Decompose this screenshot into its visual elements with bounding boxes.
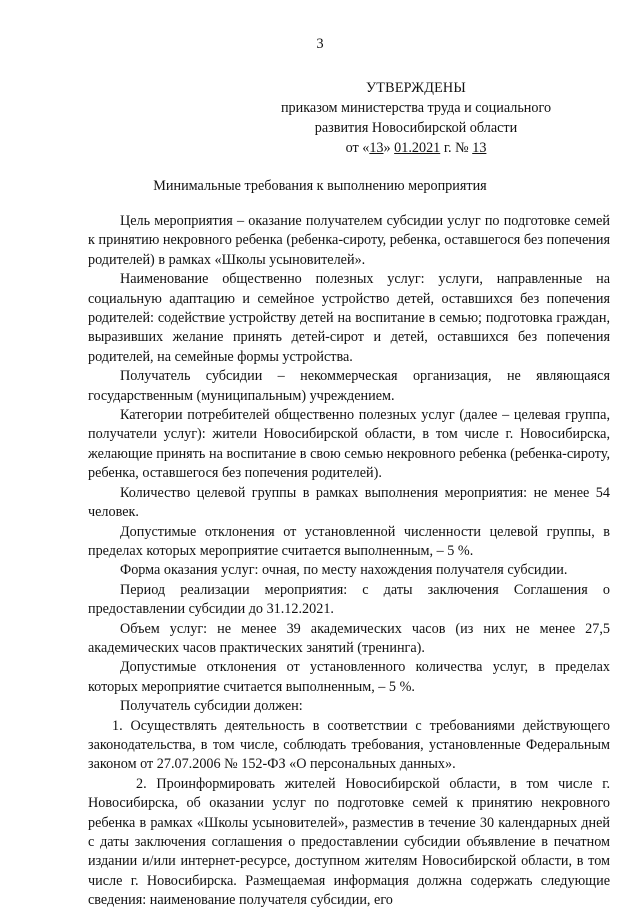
approval-month-year: 01.2021 bbox=[394, 140, 441, 156]
paragraph-target-group: Категории потребителей общественно полезных услуг (далее – целевая группа, получатели услуг): жители Новосибирской области, в том числе г. Новосибирска, желающие принять на воспитание в свою семью некровного ребенка (ребенка-сироту, ребенка, оставшегося без попечения родителей). bbox=[88, 407, 610, 482]
approval-title: УТВЕРЖДЕНЫ bbox=[366, 80, 466, 96]
paragraph-volume: Объем услуг: не менее 39 академических часов (из них не менее 27,5 академических часов практических занятий (тренинга). bbox=[88, 620, 610, 656]
approval-date-line bbox=[256, 138, 576, 158]
paragraph-group-deviation: Допустимые отклонения от установленной численности целевой группы, в пределах которых мероприятие считается выполненным, – 5 %. bbox=[88, 523, 610, 559]
approval-date-mid: » bbox=[383, 140, 395, 156]
paragraph-volume-deviation: Допустимые отклонения от установленного количества услуг, в пределах которых мероприятие считается выполненным, – 5 %. bbox=[88, 659, 610, 695]
paragraph-goal: Цель мероприятия – оказание получателем субсидии услуг по подготовке семей к принятию некровного ребенка (ребенка-сироту, ребенка, оставшегося без попечения родителей) в рамках «Школы усыновителей». bbox=[88, 213, 610, 268]
approval-number: 13 bbox=[472, 140, 487, 156]
document-title: Минимальные требования к выполнению мероприятия bbox=[153, 178, 487, 194]
approval-day: 13 bbox=[369, 140, 384, 156]
paragraph-recipient: Получатель субсидии – некоммерческая организация, не являющаяся государственным (муниципальным) учреждением. bbox=[88, 368, 610, 404]
paragraph-obligation-2: 2. Проинформировать жителей Новосибирской области, в том числе г. Новосибирска, об оказании услуг по подготовке семей к принятию некровного ребенка в рамках «Школы усыновителей», разместив в течение 30 календарных дней с даты заключения соглашения о предоставлении субсидии объявление в печатном издании и/или интернет-ресурсе, доступном жителям Новосибирской области, в том числе г. Новосибирска. Размещаемая информация должна содержать следующие сведения: наименование получателя субсидии, его bbox=[88, 775, 610, 909]
paragraph-period: Период реализации мероприятия: с даты заключения Соглашения о предоставлении субсидии до 31.12.2021. bbox=[88, 581, 610, 618]
approval-date-prefix: от « bbox=[345, 140, 370, 156]
paragraph-services: Наименование общественно полезных услуг: услуги, направленные на социальную адаптацию и семейное устройство детей, оставшихся без попечения родителей: содействие устройству детей на воспитание в семью; подготовка граждан, выразивших желание принять детей-сирот и детей, оставшихся без попечения родителей, на семейные формы устройства. bbox=[88, 271, 610, 365]
approval-date-suffix: г. № bbox=[440, 140, 473, 156]
page-number: 3 bbox=[316, 36, 324, 52]
document-body bbox=[88, 212, 610, 911]
paragraph-service-form: Форма оказания услуг: очная, по месту нахождения получателя субсидии. bbox=[120, 562, 568, 579]
paragraph-obligation-1: 1. Осуществлять деятельность в соответствии с требованиями действующего законодательства, в том числе, соблюдать требования, установленные Федеральным законом от 27.07.2006 № 152-ФЗ «О персональных данных». bbox=[88, 717, 610, 773]
approval-line-1: приказом министерства труда и социального bbox=[280, 100, 552, 116]
approval-line-2: развития Новосибирской области bbox=[314, 120, 518, 136]
approval-block bbox=[256, 78, 576, 158]
paragraph-group-size: Количество целевой группы в рамках выполнения мероприятия: не менее 54 человек. bbox=[88, 484, 610, 521]
paragraph-obligations-intro: Получатель субсидии должен: bbox=[120, 698, 303, 715]
